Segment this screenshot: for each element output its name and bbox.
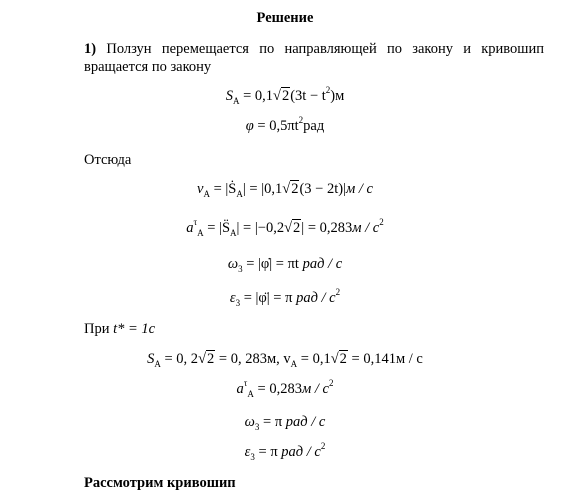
paragraph-line-1 xyxy=(84,40,544,58)
equation-omega3: $\omega_3$ = |φ̇| = πt рад / с xyxy=(227,256,343,274)
label-otsyuda: Отсюда xyxy=(84,152,132,168)
equation-sa: $S_A = 0,1√2(3t - t^2)м$ xyxy=(225,85,345,106)
paragraph-text-1: Ползун перемещается по направляющей по закону и кривошип xyxy=(106,41,544,57)
equation-aa-value: $a^\tau_A = 0,283м / с^2$ xyxy=(236,378,334,399)
paragraph-number: 1) xyxy=(84,41,97,57)
equation-va: $v_A$ = |Ṡ$_A$| = |0,1√2(3 − 2t)|м / с xyxy=(197,181,373,199)
equation-phi: $\varphi = 0,5\pi t^2рад$ xyxy=(245,115,325,134)
page-title: Решение xyxy=(256,10,314,26)
equation-omega3-value: $\omega_3 = \pi$ рад / с xyxy=(244,414,326,432)
paragraph-line-2: вращается по закону xyxy=(84,59,212,75)
label-pri: При t* = 1с xyxy=(84,321,156,337)
equation-eps3: $\varepsilon_3$ = |φ̈| = π рад / $с^2$ xyxy=(229,287,341,308)
equation-sa-va-values: $S_A = 0$, 2√2 = 0, 283м, $v_A = 0,1√2 = 0,141м / с$ xyxy=(147,351,423,369)
equation-aa: $a^\tau_A$ = $|S̈_A| = |-0,2√2| = 0,283м / с^2$ xyxy=(186,217,384,238)
section-heading: Рассмотрим кривошип xyxy=(84,475,236,491)
equation-eps3-value: $\varepsilon_3 = \pi$ рад / $с^2$ xyxy=(244,441,326,462)
